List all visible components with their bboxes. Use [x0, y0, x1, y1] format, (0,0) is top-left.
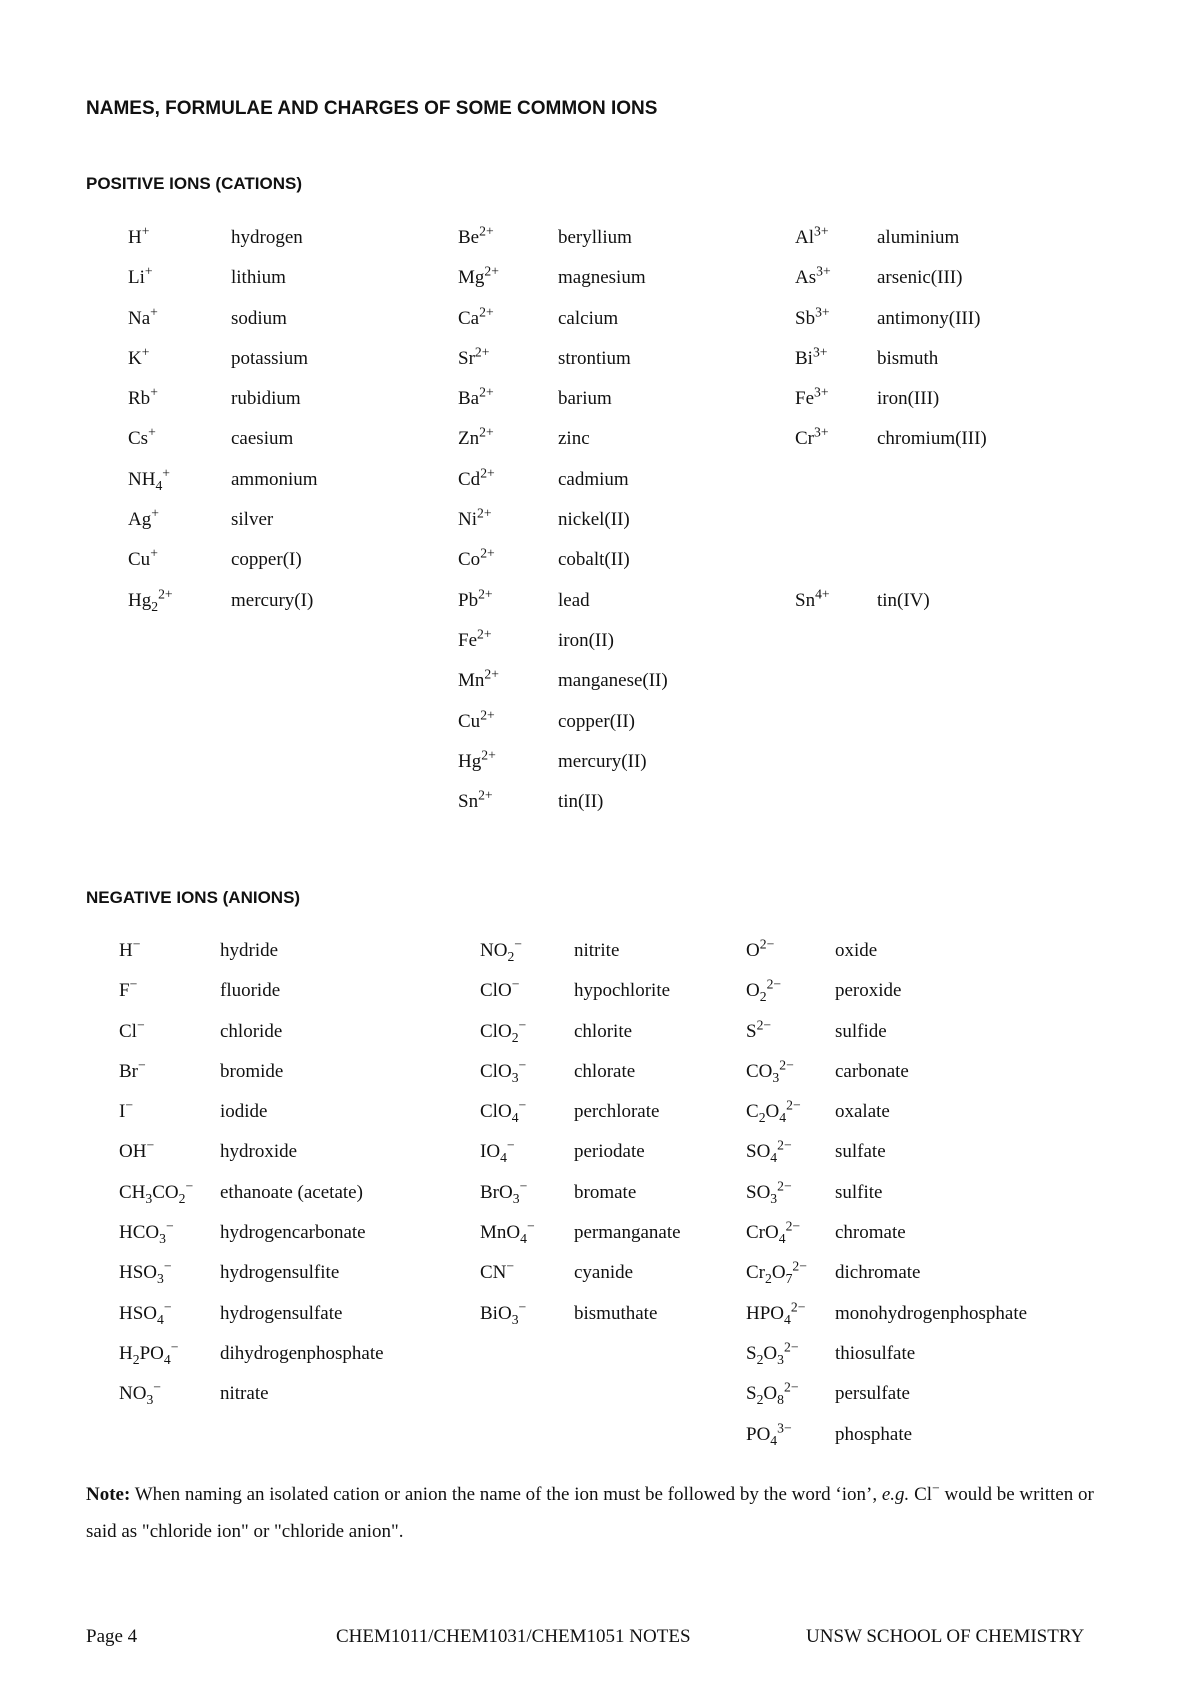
- ion-formula: $Hg_2^{2+}$: [128, 586, 173, 614]
- footer-school: UNSW SCHOOL OF CHEMISTRY: [806, 1626, 1085, 1647]
- ion-row: [746, 1213, 1096, 1253]
- ion-row: [795, 419, 1095, 459]
- ion-row: [458, 702, 778, 742]
- ion-name: tin(II): [558, 791, 604, 813]
- ion-formula: $CO_3^{2-}$: [746, 1057, 794, 1085]
- ion-row: [119, 1052, 469, 1092]
- cation-column-2: [458, 218, 778, 822]
- ion-name: periodate: [574, 1141, 645, 1163]
- ion-formula: $H_2PO_4^-$: [119, 1339, 179, 1367]
- ion-name: calcium: [558, 307, 619, 329]
- ion-formula: $O_2^{2-}$: [746, 976, 782, 1005]
- ion-row: [458, 661, 778, 701]
- ion-row: [458, 258, 778, 298]
- ion-formula: $HCO_3^-$: [119, 1218, 174, 1246]
- ion-row: [480, 1213, 740, 1253]
- ion-formula: H−: [119, 936, 141, 961]
- ion-formula: CrO$_4^{2-}$: [746, 1218, 801, 1246]
- ion-row: [746, 1374, 1096, 1414]
- ion-formula: K+: [128, 344, 150, 369]
- ion-formula: $Sr^{2+}$: [458, 344, 490, 369]
- ion-name: hydrogen: [231, 227, 303, 248]
- anion-column-2: [480, 931, 740, 1334]
- ion-formula: Cu+: [128, 545, 158, 571]
- ion-name: lead: [558, 589, 590, 611]
- note-label: Note:: [86, 1484, 131, 1505]
- ion-row: [458, 218, 778, 258]
- ion-name: dichromate: [835, 1262, 921, 1284]
- ion-name: lithium: [231, 267, 286, 289]
- note-text-after: would be written or said as "chloride ion" or "chloride anion".: [86, 1484, 1094, 1542]
- ion-formula: $Hg^{2+}$: [458, 747, 496, 772]
- ion-formula: $Al^{3+}$: [795, 223, 829, 248]
- ion-formula: Na+: [128, 304, 158, 329]
- ion-formula: Ag+: [128, 505, 159, 531]
- ion-formula: $IO_4^-$: [480, 1137, 515, 1166]
- ion-row: [795, 218, 1095, 258]
- ion-name: iron(III): [877, 388, 940, 410]
- ion-formula: $Fe^{2+}$: [458, 626, 492, 651]
- ion-row: [480, 1173, 740, 1213]
- ion-row: [458, 742, 778, 782]
- ion-name: zinc: [558, 428, 590, 450]
- anion-section-heading: NEGATIVE IONS (ANIONS): [86, 888, 301, 907]
- ion-row: [795, 581, 1095, 621]
- ion-row: [128, 460, 428, 500]
- ion-name: bromide: [220, 1060, 284, 1082]
- ion-name: permanganate: [574, 1222, 681, 1244]
- ion-row: [128, 379, 428, 419]
- ion-row: [458, 419, 778, 459]
- ion-name: hydroxide: [220, 1141, 298, 1163]
- ion-row: [746, 1052, 1096, 1092]
- ion-formula: $NH_4^+$: [128, 465, 171, 493]
- ion-formula: $Co^{2+}$: [458, 545, 495, 571]
- ion-formula: $S_2O_8^{2-}$: [746, 1379, 799, 1408]
- ion-formula: $Zn^{2+}$: [458, 424, 494, 450]
- ion-row: [480, 1132, 740, 1172]
- ion-name: oxide: [835, 940, 878, 961]
- ion-row: [128, 419, 428, 459]
- ion-name: silver: [231, 509, 274, 531]
- cation-column-1: [128, 218, 428, 621]
- ion-name: sulfide: [835, 1020, 887, 1042]
- ion-name: arsenic(III): [877, 267, 963, 289]
- ion-name: caesium: [231, 428, 294, 450]
- ion-name: mercury(II): [558, 750, 647, 772]
- ion-formula: CN−: [480, 1258, 515, 1284]
- ion-name: hydrogensulfite: [220, 1262, 340, 1284]
- ion-row: [119, 971, 469, 1011]
- ion-formula: $Cr^{3+}$: [795, 424, 829, 450]
- ion-name: cadmium: [558, 468, 629, 490]
- ion-formula: ClO$_3$−: [480, 1057, 527, 1085]
- ion-name: potassium: [231, 347, 309, 369]
- ion-name: sulfite: [835, 1181, 883, 1203]
- ion-row: [746, 1012, 1096, 1052]
- ion-formula: $Sn^{2+}$: [458, 787, 493, 813]
- footer-page-number: Page 4: [86, 1626, 138, 1647]
- ion-formula: Br−: [119, 1057, 146, 1082]
- ion-name: perchlorate: [574, 1101, 660, 1123]
- ion-name: magnesium: [558, 267, 646, 289]
- ion-name: copper(II): [558, 710, 636, 732]
- ion-name: iron(II): [558, 629, 614, 651]
- ion-row: [795, 299, 1095, 339]
- ion-row: [458, 299, 778, 339]
- ion-formula: ClO$_4$−: [480, 1097, 527, 1125]
- ion-row: [480, 971, 740, 1011]
- ion-formula: $NO_2^-$: [480, 936, 523, 964]
- ion-row: [128, 258, 428, 298]
- ion-row: [128, 500, 428, 540]
- ion-formula: $S^{2-}$: [746, 1017, 772, 1042]
- ion-row: [746, 931, 1096, 971]
- ion-formula: ClO$_2$−: [480, 1017, 527, 1045]
- ion-name: cyanide: [574, 1262, 634, 1284]
- ion-name: iodide: [220, 1101, 268, 1123]
- ion-row: [458, 621, 778, 661]
- ion-row: [480, 1253, 740, 1293]
- ion-row: [746, 1334, 1096, 1374]
- ion-name: ammonium: [231, 468, 318, 490]
- page-title: NAMES, FORMULAE AND CHARGES OF SOME COMMON IONS: [86, 98, 658, 119]
- ion-name: nitrite: [574, 940, 620, 961]
- ion-formula: BrO$_3$−: [480, 1178, 528, 1206]
- ion-row: [119, 1334, 469, 1374]
- ion-name: carbonate: [835, 1060, 909, 1082]
- ion-formula: $Cr_2O_7^{2-}$: [746, 1258, 807, 1287]
- ion-name: copper(I): [231, 549, 302, 571]
- note-text-before: When naming an isolated cation or anion the name of the ion must be followed by the word ‘ion’,: [130, 1484, 882, 1505]
- ion-name: persulfate: [835, 1383, 910, 1405]
- ion-name: hypochlorite: [574, 980, 671, 1002]
- ion-formula: $SO_4^{2-}$: [746, 1137, 792, 1166]
- ion-name: manganese(II): [558, 670, 668, 692]
- cation-section-heading: POSITIVE IONS (CATIONS): [86, 174, 302, 193]
- ion-row: [746, 971, 1096, 1011]
- ion-row: [480, 1294, 740, 1334]
- ion-row: [128, 540, 428, 580]
- ion-name: hydrogencarbonate: [220, 1222, 366, 1244]
- ion-formula: Li+: [128, 263, 153, 289]
- ion-row: [458, 782, 778, 822]
- page-footer: [86, 1626, 1086, 1652]
- ion-row: [119, 1374, 469, 1414]
- ion-formula: I−: [119, 1097, 134, 1123]
- ion-row: [458, 540, 778, 580]
- ion-formula: $CH_3CO_2^-$: [119, 1178, 194, 1206]
- ion-formula: $Cd^{2+}$: [458, 465, 495, 490]
- ion-name: mercury(I): [231, 589, 314, 611]
- ion-formula: $NO_3^-$: [119, 1379, 162, 1408]
- ion-formula: $O^{2-}$: [746, 936, 775, 961]
- ion-name: bromate: [574, 1181, 637, 1203]
- ion-row-blank: [795, 460, 1095, 500]
- ion-name: thiosulfate: [835, 1342, 916, 1364]
- ion-name: monohydrogenphosphate: [835, 1302, 1028, 1324]
- ion-name: aluminium: [877, 227, 960, 248]
- ion-name: sulfate: [835, 1141, 886, 1163]
- ion-row: [119, 931, 469, 971]
- note-paragraph: [86, 1476, 1096, 1550]
- ion-formula: BiO$_3$−: [480, 1299, 527, 1327]
- ion-formula: $Fe^{3+}$: [795, 384, 829, 410]
- ion-formula: $S_2O_3^{2-}$: [746, 1339, 799, 1367]
- ion-name: strontium: [558, 347, 631, 369]
- ion-formula: F−: [119, 976, 138, 1002]
- ion-name: hydride: [220, 940, 279, 961]
- ion-row: [119, 1173, 469, 1213]
- ion-formula: H+: [128, 223, 150, 248]
- ion-formula: Rb+: [128, 384, 158, 410]
- ion-row: [119, 1213, 469, 1253]
- ion-row: [746, 1092, 1096, 1132]
- ion-name: nickel(II): [558, 509, 630, 531]
- ion-row: [746, 1132, 1096, 1172]
- ion-formula: $PO_4^{3-}$: [746, 1420, 792, 1448]
- ion-name: phosphate: [835, 1423, 913, 1445]
- ion-name: chloride: [220, 1020, 283, 1042]
- ion-row: [480, 1092, 740, 1132]
- ion-name: dihydrogenphosphate: [220, 1342, 384, 1364]
- ion-row: [119, 1294, 469, 1334]
- ion-name: sodium: [231, 307, 287, 329]
- ion-formula: $Ca^{2+}$: [458, 304, 494, 329]
- ion-row: [795, 258, 1095, 298]
- ion-row: [128, 581, 428, 621]
- ion-formula: $Be^{2+}$: [458, 223, 494, 248]
- ion-name: oxalate: [835, 1101, 890, 1123]
- ion-formula: $Cu^{2+}$: [458, 707, 495, 732]
- ion-name: chromium(III): [877, 428, 987, 450]
- ion-row: [480, 1052, 740, 1092]
- ion-formula: $Pb^{2+}$: [458, 586, 493, 611]
- ion-formula: $HSO_4^-$: [119, 1299, 172, 1327]
- ion-formula: ClO−: [480, 976, 520, 1002]
- ion-row: [795, 339, 1095, 379]
- ion-row: [458, 339, 778, 379]
- ion-row: [119, 1253, 469, 1293]
- ion-row: [458, 581, 778, 621]
- ion-name: peroxide: [835, 980, 902, 1002]
- ion-formula: MnO$_4$−: [480, 1218, 535, 1246]
- ion-row: [119, 1092, 469, 1132]
- ion-name: beryllium: [558, 227, 632, 248]
- ion-row: [746, 1173, 1096, 1213]
- ion-formula: $Mn^{2+}$: [458, 666, 499, 692]
- ion-row: [119, 1132, 469, 1172]
- ion-name: barium: [558, 388, 612, 410]
- ion-row: [458, 460, 778, 500]
- anion-column-3: [746, 931, 1096, 1455]
- ion-row: [746, 1415, 1096, 1455]
- ion-row: [128, 339, 428, 379]
- ion-row: [746, 1294, 1096, 1334]
- ion-name: bismuth: [877, 347, 939, 369]
- ion-formula: $C_2O_4^{2-}$: [746, 1097, 801, 1125]
- ion-name: hydrogensulfate: [220, 1302, 343, 1324]
- ion-name: chlorate: [574, 1060, 636, 1082]
- ion-row: [458, 379, 778, 419]
- ion-name: bismuthate: [574, 1302, 658, 1324]
- ion-name: chlorite: [574, 1020, 633, 1042]
- note-example-formula: Cl−: [914, 1480, 940, 1505]
- ion-formula: $As^{3+}$: [795, 263, 831, 289]
- ion-row: [128, 218, 428, 258]
- ion-row: [119, 1012, 469, 1052]
- ion-formula: $Bi^{3+}$: [795, 344, 828, 369]
- ion-name: fluoride: [220, 980, 281, 1002]
- footer-course-code: CHEM1011/CHEM1031/CHEM1051 NOTES: [336, 1626, 691, 1647]
- ion-formula: $Ni^{2+}$: [458, 505, 492, 531]
- ion-formula: $Ba^{2+}$: [458, 384, 494, 410]
- ion-formula: $Mg^{2+}$: [458, 263, 499, 289]
- ion-name: ethanoate (acetate): [220, 1181, 363, 1203]
- cation-column-3: [795, 218, 1095, 621]
- ion-row: [480, 931, 740, 971]
- ion-row: [795, 379, 1095, 419]
- ion-row-blank: [795, 540, 1095, 580]
- ion-name: tin(IV): [877, 589, 930, 611]
- ion-name: chromate: [835, 1222, 906, 1244]
- ion-formula: $HPO_4^{2-}$: [746, 1299, 806, 1327]
- ion-row-blank: [795, 500, 1095, 540]
- ion-formula: $HSO_3^-$: [119, 1258, 172, 1287]
- ion-formula: Cl−: [119, 1017, 145, 1042]
- ion-row: [746, 1253, 1096, 1293]
- ion-row: [128, 299, 428, 339]
- note-eg: e.g.: [881, 1484, 910, 1505]
- ion-name: antimony(III): [877, 307, 981, 329]
- ion-formula: $Sn^{4+}$: [795, 586, 830, 611]
- anion-column-1: [119, 931, 469, 1415]
- ion-row: [480, 1012, 740, 1052]
- ion-name: cobalt(II): [558, 549, 630, 571]
- ion-name: nitrate: [220, 1383, 269, 1405]
- ion-formula: OH−: [119, 1137, 155, 1163]
- ion-formula: $SO_3^{2-}$: [746, 1178, 792, 1206]
- ion-name: rubidium: [231, 388, 301, 410]
- ion-row: [458, 500, 778, 540]
- ion-formula: $Sb^{3+}$: [795, 304, 830, 329]
- ion-formula: Cs+: [128, 424, 156, 450]
